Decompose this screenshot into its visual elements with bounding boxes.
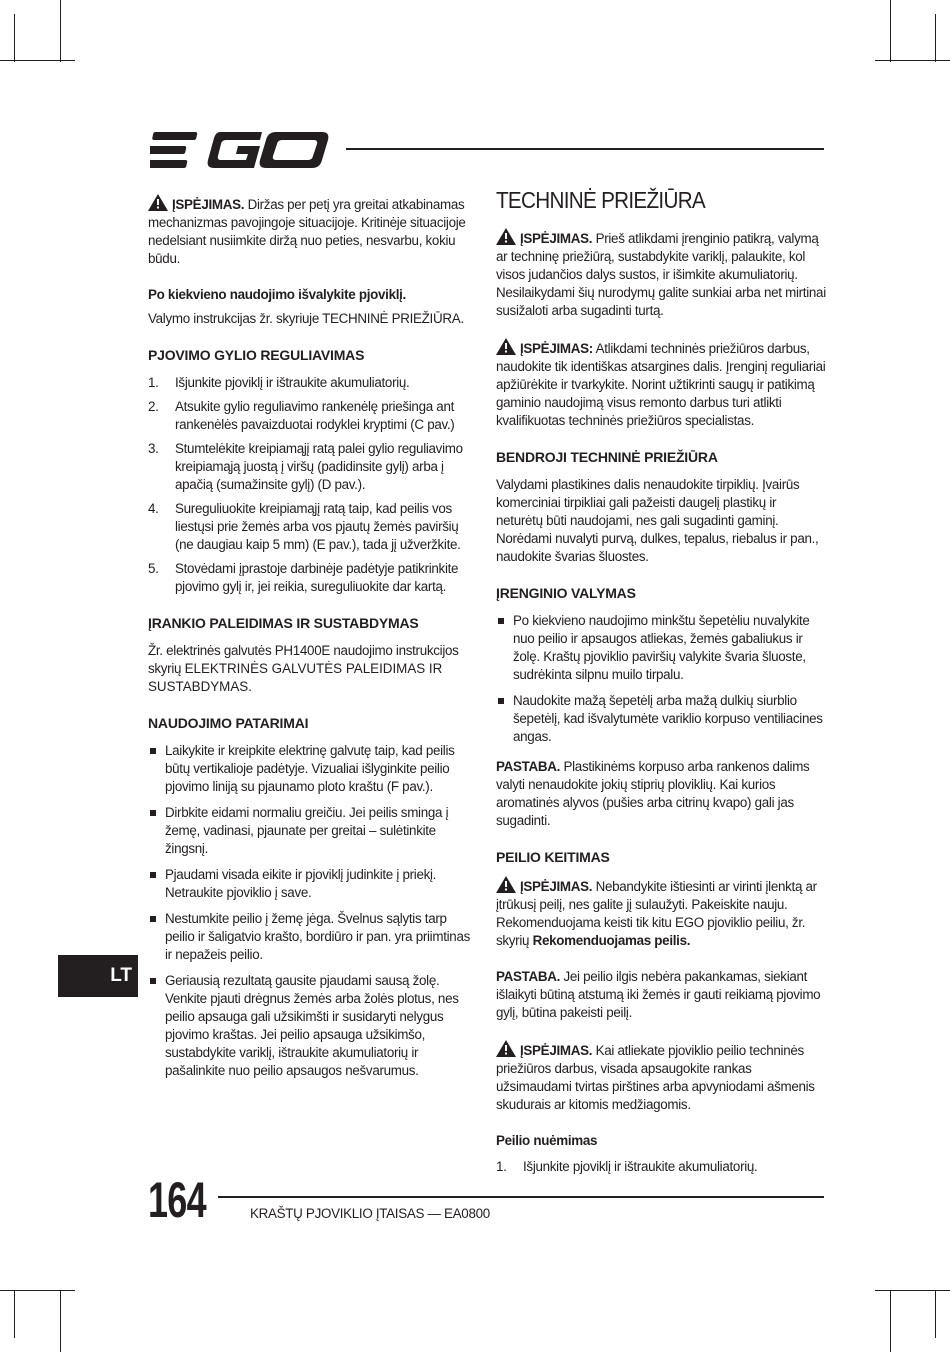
cleaning-list bbox=[496, 612, 826, 746]
list-item: Geriausią rezultatą gausite pjaudami sausą žolę. Venkite pjauti drėgnus žemės arba žolės plotus, nes peilio apsauga gali užsikimšti ir susidaryti nelygus pjovimo kraštas. Jei peilio apsauga užsikimšo, sustabdykite variklį, ištraukite akumuliatorių ir pašalinkite nuo peilio apsaugos nešvarumus. bbox=[148, 972, 478, 1080]
blade-heading: PEILIO KEITIMAS bbox=[496, 849, 610, 865]
removal-heading: Peilio nuėmimas bbox=[496, 1133, 598, 1148]
depth-heading: PJOVIMO GYLIO REGULIAVIMAS bbox=[148, 347, 365, 363]
list-item: 5. Stovėdami įprastoje darbinėje padėtyje patikrinkite pjovimo gylį ir, jei reikia, sureguliuokite dar kartą. bbox=[148, 561, 459, 594]
warning-maintenance: ĮSPĖJIMAS. Prieš atlikdami įrenginio patikrą, valymą ar techninę priežiūrą, sustabdykite variklį, palaukite, kol visos judančios dalys sustos, ir išimkite akumuliatorių. Nesilaikydami šių nurodymų galite sunkiai arba net mirtinai susižaloti arba sugadinti turtą. bbox=[496, 228, 826, 320]
list-item: 1. Išjunkite pjoviklį ir ištraukite akumuliatorių. bbox=[148, 375, 410, 390]
warning-icon bbox=[496, 338, 516, 355]
footer-rule bbox=[218, 1196, 824, 1198]
crop-mark bbox=[875, 60, 950, 61]
crop-mark bbox=[890, 1290, 891, 1352]
list-item: Dirbkite eidami normaliu greičiu. Jei peilis sminga į žemę, vadinasi, pjaunate per greitai – sulėtinkite žingsnį. bbox=[148, 804, 478, 858]
crop-mark bbox=[935, 1290, 936, 1338]
list-item: Naudokite mažą šepetėlį arba mažą dulkių siurblio šepetėlį, kad išvalytumėte variklio korpuso ventiliacines angas. bbox=[496, 692, 826, 746]
cleaning-heading: ĮRENGINIO VALYMAS bbox=[496, 585, 636, 601]
language-tab: LT bbox=[58, 955, 138, 997]
crop-mark bbox=[60, 1290, 61, 1352]
warning-harness: ĮSPĖJIMAS. Diržas per petį yra greitai atkabinamas mechanizmas pavojingoje situacijoje. Kritinėje situacijoje nedelsiant nusiimkite diržą nuo peties, nesvarbu, kokiu būdu. bbox=[148, 194, 478, 268]
removal-steps bbox=[496, 1158, 826, 1176]
crop-mark bbox=[14, 14, 15, 62]
list-item: 1. Išjunkite pjoviklį ir ištraukite akumuliatorių. bbox=[496, 1159, 758, 1174]
ego-logo bbox=[150, 130, 332, 170]
start-text: Žr. elektrinės galvutės PH1400E naudojimo instrukcijos skyrių ELEKTRINĖS GALVUTĖS PALEIDIMAS IR SUSTABDYMAS. bbox=[148, 643, 459, 694]
page-number: 164 bbox=[148, 1172, 206, 1228]
warning-icon bbox=[496, 228, 516, 245]
crop-mark bbox=[935, 14, 936, 62]
list-item: Pjaudami visada eikite ir pjoviklį judinkite į priekį. Netraukite pjoviklio į save. bbox=[148, 866, 478, 902]
general-heading: BENDROJI TECHNINĖ PRIEŽIŪRA bbox=[496, 449, 718, 465]
warning-icon bbox=[496, 1040, 516, 1057]
warning-gloves: ĮSPĖJIMAS. Kai atliekate pjoviklio peilio techninės priežiūros darbus, visada apsaugokite rankas užsimaudami tvirtas pirštines arba apvyniodami ašmenis skudurais ar kitomis medžiagomis. bbox=[496, 1040, 826, 1114]
list-item: 3. Stumtelėkite kreipiamąjį ratą palei gylio reguliavimo kreipiamąją juostą į viršų (padidinsite gylį) arba į apačią (sumažinsite gylį) (D pav.). bbox=[148, 441, 463, 492]
list-item: 4. Sureguliuokite kreipiamąjį ratą taip, kad peilis vos liestųsi prie žemės arba vos pjautų žemės paviršių (ne daugiau kaip 5 mm) (E pav.), tada jį užveržkite. bbox=[148, 501, 461, 552]
warning-icon bbox=[496, 876, 516, 893]
list-item: Po kiekvieno naudojimo minkštu šepetėliu nuvalykite nuo peilio ir apsaugos atliekas, žemės gabaliukus ir žolę. Kraštų pjoviklio paviršių valykite švaria šluoste, sudrėkinta silpnu muilo tirpalu. bbox=[496, 612, 826, 684]
warning-blade: ĮSPĖJIMAS. Nebandykite ištiesinti ar virinti įlenktą ar įtrūkusį peilį, nes galite jį sulaužyti. Pakeiskite nauju. Rekomenduojama keisti tik kitu EGO pjoviklio peiliu, žr. skyrių Rekomenduojamas peilis. bbox=[496, 876, 826, 950]
list-item: 2. Atsukite gylio reguliavimo rankenėlę priešinga ant rankenėlės pavaizduotai rodyklei kryptimi (C pav.) bbox=[148, 399, 455, 432]
depth-steps bbox=[148, 374, 478, 596]
warning-parts: ĮSPĖJIMAS: Atlikdami techninės priežiūros darbus, naudokite tik identiškas atsargines dalis. Įrenginį reguliariai apžiūrėkite ir tvarkykite. Norint užtikrinti saugų ir patikimą gaminio naudojimą visus remonto darbus turi atlikti kvalifikuotas techninės priežiūros specialistas. bbox=[496, 338, 826, 430]
crop-mark bbox=[14, 1290, 15, 1338]
note-plastic: PASTABA. Plastikinėms korpuso arba rankenos dalims valyti nenaudokite jokių stiprių ploviklių. Kai kurios aromatinės alyvos (pušies arba citrinų kvapo) gali jas sugadinti. bbox=[496, 759, 810, 828]
crop-mark bbox=[875, 1290, 950, 1291]
start-heading: ĮRANKIO PALEIDIMAS IR SUSTABDYMAS bbox=[148, 615, 419, 631]
list-item: Nestumkite peilio į žemę jėga. Švelnus sąlytis tarp peilio ir šaligatvio krašto, bordiūro ir pan. yra priimtinas ir nepažeis peilio. bbox=[148, 910, 478, 964]
after-use-title: Po kiekvieno naudojimo išvalykite pjoviklį. bbox=[148, 287, 406, 302]
tips-heading: NAUDOJIMO PATARIMAI bbox=[148, 715, 309, 731]
crop-mark bbox=[60, 0, 61, 62]
crop-mark bbox=[0, 60, 75, 61]
footer-title: KRAŠTŲ PJOVIKLIO ĮTAISAS — EA0800 bbox=[250, 1206, 490, 1221]
after-use-text: Valymo instrukcijas žr. skyriuje TECHNINĖ PRIEŽIŪRA. bbox=[148, 311, 464, 326]
warning-icon bbox=[148, 194, 168, 211]
crop-mark bbox=[0, 1290, 75, 1291]
general-text: Valydami plastikines dalis nenaudokite tirpiklių. Įvairūs komerciniai tirpikliai gali pažeisti daugelį plastikų ir neturėtų būti naudojami, nes gali sugadinti gaminį. Norėdami nuvalyti purvą, dulkes, tepalus, riebalus ir pan., naudokite švarias šluostes. bbox=[496, 477, 819, 564]
header-rule bbox=[346, 148, 824, 150]
left-column bbox=[148, 194, 478, 1092]
note-length: PASTABA. Jei peilio ilgis nebėra pakankamas, siekiant išlaikyti būtiną atstumą iki žemės ir gauti reikiamą pjovimo gylį, būtina pakeisti peilį. bbox=[496, 969, 821, 1020]
list-item: Laikykite ir kreipkite elektrinę galvutę taip, kad peilis būtų vertikalioje padėtyje. Vizualiai išlyginkite peilio pjovimo liniją su pjaunamo ploto kraštu (F pav.). bbox=[148, 742, 478, 796]
maintenance-title: TECHNINĖ PRIEŽIŪRA bbox=[496, 187, 706, 213]
crop-mark bbox=[890, 0, 891, 62]
tips-list bbox=[148, 742, 478, 1080]
right-column bbox=[496, 186, 826, 1194]
